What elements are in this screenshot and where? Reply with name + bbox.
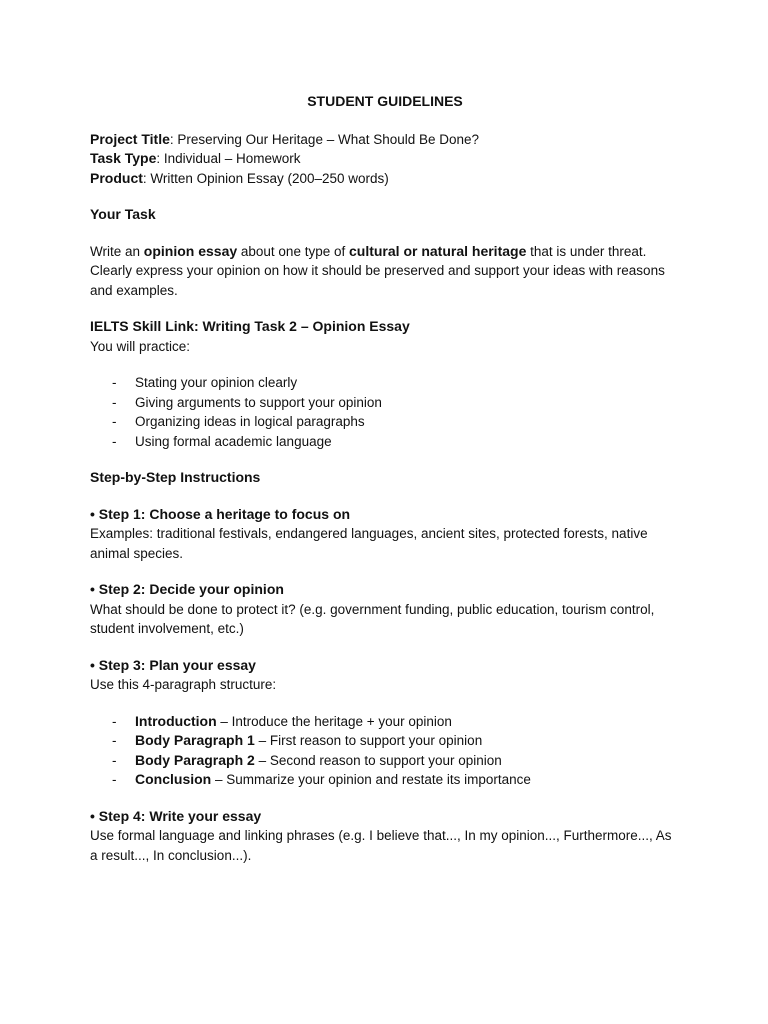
product-label: Product xyxy=(90,169,143,186)
document-body xyxy=(90,92,680,865)
step-3-heading: • Step 3: Plan your essay xyxy=(90,656,256,673)
step-4-heading: • Step 4: Write your essay xyxy=(90,807,262,824)
list-item xyxy=(90,373,680,393)
structure-text: – Introduce the heritage + your opinion xyxy=(216,713,452,729)
ielts-intro: You will practice: xyxy=(90,338,191,354)
list-item xyxy=(90,712,680,732)
dash-bullet: - xyxy=(112,375,117,390)
step-3-text: Use this 4-paragraph structure: xyxy=(90,677,277,692)
dash-bullet: - xyxy=(112,433,117,449)
task-type-value: : Individual – Homework xyxy=(156,151,301,166)
structure-label: Introduction xyxy=(135,712,217,729)
project-title-line xyxy=(90,130,680,150)
ielts-heading-value: Writing Task 2 – Opinion Essay xyxy=(202,318,410,334)
task-text-1: Write an xyxy=(90,243,144,259)
step-2-heading: • Step 2: Decide your opinion xyxy=(90,581,284,597)
list-item-text: Stating your opinion clearly xyxy=(135,375,298,390)
dash-bullet: - xyxy=(112,733,117,748)
your-task-heading: Your Task xyxy=(90,206,156,222)
list-item xyxy=(90,751,680,771)
task-type-line xyxy=(90,149,680,169)
product-line xyxy=(90,169,680,189)
task-text-2: about one type of xyxy=(237,243,349,259)
steps-heading: Step-by-Step Instructions xyxy=(90,469,261,485)
product-value: : Written Opinion Essay (200–250 words) xyxy=(142,170,389,186)
list-item xyxy=(90,731,680,751)
list-item-text: Organizing ideas in logical paragraphs xyxy=(135,414,365,429)
dash-bullet: - xyxy=(112,713,117,729)
ielts-heading xyxy=(90,317,680,337)
structure-label: Conclusion xyxy=(135,771,212,787)
project-title-value: : Preserving Our Heritage – What Should Be Done? xyxy=(169,131,480,147)
ielts-heading-sep: : xyxy=(193,318,203,334)
structure-text: – Second reason to support your opinion xyxy=(254,752,502,768)
task-text-3: that is under threat. Clearly express your opinion on how it should be preserved and support your ideas with reasons and examples. xyxy=(90,243,665,298)
step-1-text: Examples: traditional festivals, endangered languages, ancient sites, protected forests, native animal species. xyxy=(90,526,648,561)
list-item-text: Giving arguments to support your opinion xyxy=(135,394,382,410)
project-title-label: Project Title xyxy=(90,130,170,147)
task-bold-opinion-essay: opinion essay xyxy=(143,242,238,259)
your-task-paragraph xyxy=(90,242,680,301)
list-item xyxy=(90,770,680,790)
step-1-heading: • Step 1: Choose a heritage to focus on xyxy=(90,505,351,522)
list-item-text: Using formal academic language xyxy=(135,433,332,449)
essay-structure-list xyxy=(90,712,680,790)
dash-bullet: - xyxy=(112,772,117,787)
dash-bullet: - xyxy=(112,752,117,768)
structure-label: Body Paragraph 1 xyxy=(135,732,255,748)
task-type-label: Task Type xyxy=(90,150,157,166)
step-4-text: Use formal language and linking phrases (e.g. I believe that..., In my opinion..., Furthermore..., As a result..., In conclusion...). xyxy=(90,828,672,863)
task-bold-heritage: cultural or natural heritage xyxy=(348,242,527,259)
ielts-skills-list xyxy=(90,373,680,451)
list-item xyxy=(90,432,680,452)
structure-text: – Summarize your opinion and restate its importance xyxy=(211,772,531,787)
structure-text: – First reason to support your opinion xyxy=(254,733,483,748)
step-2-text: What should be done to protect it? (e.g. government funding, public education, tourism control, student involvement, etc.) xyxy=(90,601,655,636)
document-title: STUDENT GUIDELINES xyxy=(307,93,463,109)
dash-bullet: - xyxy=(112,414,117,429)
dash-bullet: - xyxy=(112,394,117,410)
ielts-heading-label: IELTS Skill Link xyxy=(90,318,194,334)
list-item xyxy=(90,393,680,413)
structure-label: Body Paragraph 2 xyxy=(135,751,255,768)
list-item xyxy=(90,412,680,432)
